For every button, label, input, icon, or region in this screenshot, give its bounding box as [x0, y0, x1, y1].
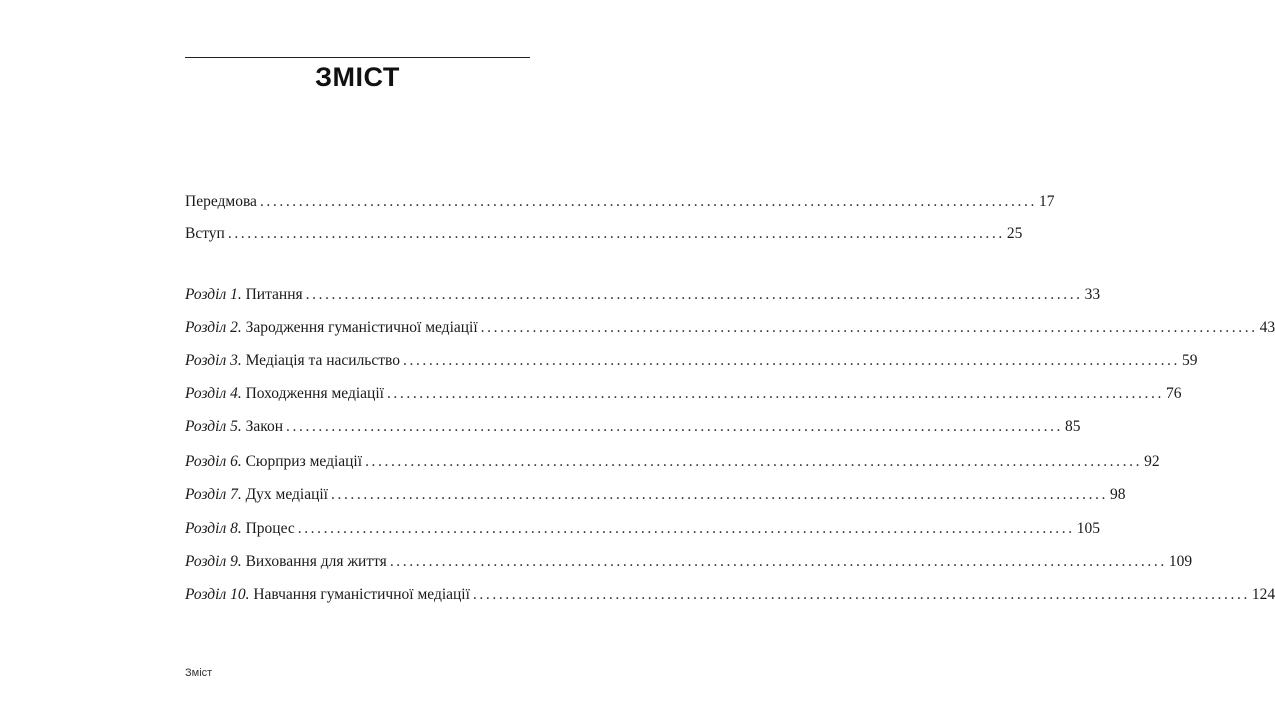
toc-entry-page: 76	[1165, 385, 1182, 402]
chapter-label: Розділ 1.	[185, 286, 242, 303]
dot-leader: ........................................................................................................................	[331, 486, 1108, 503]
toc-entry-page: 124	[1251, 586, 1275, 603]
chapter-title: Медіація та насильство	[245, 352, 400, 369]
toc-entry-page: 92	[1144, 453, 1160, 470]
dot-leader: ........................................................................................................................	[472, 586, 1250, 603]
toc-entry-chapter-6[interactable]	[185, 451, 1160, 473]
dot-leader: ........................................................................................................................	[480, 319, 1258, 336]
dot-leader: ........................................................................................................................	[286, 418, 1064, 435]
toc-entry-page: 33	[1084, 286, 1101, 303]
toc-entry-chapter-9[interactable]	[185, 551, 1193, 573]
toc-entry-page: 109	[1168, 553, 1193, 570]
chapter-label: Розділ 4.	[185, 385, 242, 402]
chapter-title: Закон	[245, 418, 284, 435]
dot-leader: ........................................................................................................................	[389, 553, 1167, 570]
chapter-title: Зародження гуманістичної медіації	[245, 319, 478, 336]
toc-entry-chapter-5[interactable]	[185, 416, 1081, 438]
chapter-label: Розділ 3.	[185, 352, 242, 369]
toc-entry-chapter-3[interactable]	[185, 350, 1198, 372]
chapter-title: Питання	[245, 286, 303, 303]
toc-entry-page: 98	[1110, 486, 1126, 503]
toc-entry-page: 85	[1065, 418, 1081, 435]
dot-leader: ........................................................................................................................	[227, 225, 1005, 242]
dot-leader: ........................................................................................................................	[403, 352, 1180, 369]
chapter-title: Виховання для життя	[245, 553, 387, 570]
toc-entry-title: Вступ	[185, 225, 225, 242]
chapter-label: Розділ 5.	[185, 418, 242, 435]
dot-leader: ........................................................................................................................	[259, 193, 1037, 210]
dot-leader: ........................................................................................................................	[305, 286, 1083, 303]
toc-entry-chapter-4[interactable]	[185, 383, 1182, 405]
chapter-title: Сюрприз медіації	[245, 453, 363, 470]
toc-entry-page: 17	[1038, 193, 1055, 210]
chapter-title: Навчання гуманістичної медіації	[253, 586, 470, 603]
chapter-label: Розділ 9.	[185, 553, 242, 570]
chapter-label: Розділ 10.	[185, 586, 250, 603]
title-rule	[185, 57, 530, 58]
toc-entry-preface[interactable]	[185, 191, 1055, 213]
toc-entry-chapter-2[interactable]	[185, 317, 1275, 339]
toc-entry-chapter-8[interactable]	[185, 518, 1100, 540]
dot-leader: ........................................................................................................................	[297, 520, 1075, 537]
chapter-label: Розділ 6.	[185, 453, 242, 470]
chapter-label: Розділ 7.	[185, 486, 242, 503]
toc-entry-chapter-10[interactable]	[185, 584, 1275, 606]
chapter-title: Процес	[245, 520, 295, 537]
chapter-label: Розділ 2.	[185, 319, 242, 336]
toc-entry-title: Передмова	[185, 193, 257, 210]
chapter-title: Походження медіації	[245, 385, 384, 402]
toc-entry-page: 59	[1182, 352, 1198, 369]
running-footer: Зміст	[185, 667, 213, 679]
toc-entry-page: 105	[1076, 520, 1100, 537]
chapter-title: Дух медіації	[245, 486, 328, 503]
toc-entry-page: 43	[1259, 319, 1275, 336]
dot-leader: ........................................................................................................................	[386, 385, 1164, 402]
toc-entry-page: 25	[1006, 225, 1023, 242]
toc-entry-introduction[interactable]	[185, 223, 1023, 245]
toc-entry-chapter-1[interactable]	[185, 284, 1101, 306]
dot-leader: ........................................................................................................................	[365, 453, 1143, 470]
page-title: ЗМІСТ	[315, 62, 400, 92]
chapter-label: Розділ 8.	[185, 520, 242, 537]
toc-entry-chapter-7[interactable]	[185, 484, 1126, 506]
